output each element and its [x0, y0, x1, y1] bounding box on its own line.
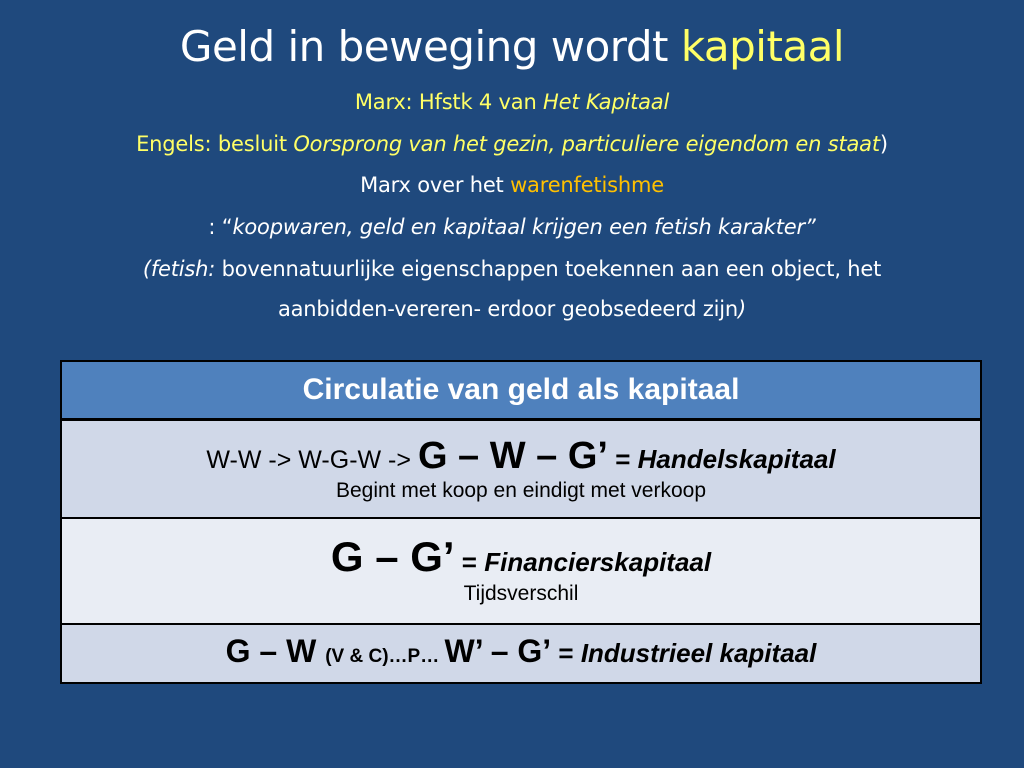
- row2-note: Tijdsverschil: [463, 582, 579, 605]
- l4-italic: koopwaren, geld en kapitaal krijgen een fetish karakter”: [232, 215, 816, 239]
- l5-italic: (fetish:: [142, 257, 222, 281]
- l2-italic: Oorsprong van het gezin, particuliere eigendom en staat: [293, 132, 880, 156]
- row3-formula-b: W’ – G’: [444, 633, 552, 669]
- table-header: Circulatie van geld als kapitaal: [62, 362, 980, 421]
- slide-title: [0, 20, 1024, 74]
- subtitle-engels: [0, 130, 1024, 158]
- l3-highlight: warenfetishme: [510, 173, 664, 197]
- l1-prefix: Marx: Hfstk 4 van: [354, 90, 544, 114]
- subtitle-marx-chapter: [0, 88, 1024, 116]
- l2-prefix: Engels: besluit: [136, 132, 294, 156]
- title-highlight: kapitaal: [680, 22, 845, 71]
- capital-circulation-table: [60, 360, 982, 684]
- l2-suffix: ): [879, 132, 888, 156]
- table-row-industrieel-kapitaal: [62, 625, 980, 682]
- row2-name: Financierskapitaal: [484, 547, 712, 577]
- l1-italic: Het Kapitaal: [543, 90, 670, 114]
- row3-name: Industrieel kapitaal: [580, 638, 817, 668]
- table-row-financierskapitaal: [62, 519, 980, 625]
- l6-text: aanbidden-vereren- erdoor geobsedeerd zijn: [277, 297, 739, 321]
- row2-formula: G – G’: [330, 533, 455, 580]
- row1-formula: G – W – G’: [417, 435, 608, 477]
- subtitle-warenfetishme: [0, 171, 1024, 199]
- row3-formula-a: G – W: [225, 633, 326, 669]
- fetish-definition-line1: [0, 255, 1024, 283]
- table-row-handelskapitaal: [62, 421, 980, 519]
- title-main: Geld in beweging wordt: [179, 22, 681, 71]
- row1-equals: =: [607, 444, 638, 474]
- row2-equals: =: [454, 547, 485, 577]
- row3-small: (V & C)…P…: [325, 646, 445, 667]
- l6-italic: ): [738, 297, 747, 321]
- fetish-definition-line2: [0, 295, 1024, 323]
- l5-text: bovennatuurlijke eigenschappen toekennen aan een object, het: [221, 257, 882, 281]
- row3-equals: =: [551, 638, 581, 668]
- row1-prefix: W-W -> W-G-W ->: [206, 446, 418, 474]
- row1-note: Begint met koop en eindigt met verkoop: [335, 479, 707, 502]
- l4-prefix: : “: [208, 215, 233, 239]
- row1-name: Handelskapitaal: [637, 444, 836, 474]
- l3-prefix: Marx over het: [360, 173, 511, 197]
- quote-line: [0, 213, 1024, 241]
